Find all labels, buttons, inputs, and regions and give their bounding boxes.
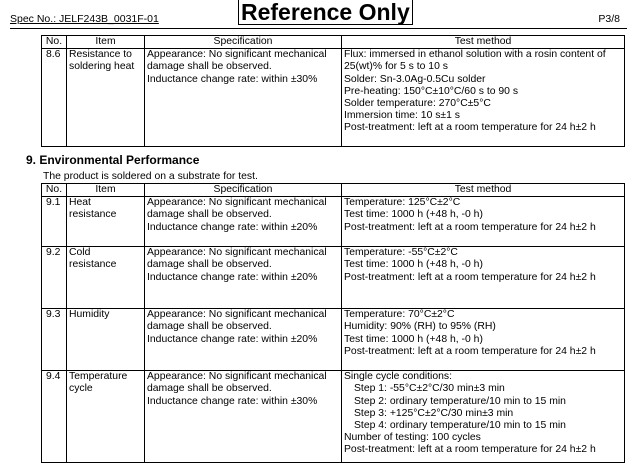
spec-line: Inductance change rate: within ±20%: [147, 271, 318, 283]
row-method: [342, 309, 625, 371]
table-row: [42, 197, 625, 247]
method-line: Immersion time: 10 s±1 s: [344, 110, 460, 122]
spec-line: damage shall be observed.: [147, 61, 272, 73]
section-heading: 9. Environmental Performance: [26, 153, 200, 167]
col-test-method: Test method: [342, 36, 625, 49]
col-specification: Specification: [145, 184, 342, 197]
spec-line: damage shall be observed.: [147, 259, 272, 271]
method-line: Single cycle conditions:: [344, 371, 453, 383]
method-line: Solder: Sn-3.0Ag-0.5Cu solder: [344, 73, 486, 85]
spec-line: Inductance change rate: within ±20%: [147, 333, 318, 345]
row-method: [342, 371, 625, 463]
row-spec: [145, 49, 342, 147]
spec-line: Appearance: No significant mechanical: [147, 197, 327, 209]
row-no: 9.1: [42, 197, 67, 247]
item-line: Heat: [69, 197, 91, 209]
spec-line: damage shall be observed.: [147, 209, 272, 221]
row-spec: [145, 309, 342, 371]
spec-line: Appearance: No significant mechanical: [147, 309, 327, 321]
col-item: Item: [67, 184, 145, 197]
row-spec: [145, 371, 342, 463]
item-line: Humidity: [69, 309, 110, 321]
item-line: Cold: [69, 247, 91, 259]
item-line: resistance: [69, 209, 117, 221]
method-line: Flux: immersed in ethanol solution with a rosin content of: [344, 49, 606, 61]
spec-line: damage shall be observed.: [147, 321, 272, 333]
test-table-environmental: [41, 183, 625, 463]
row-no: 9.2: [42, 247, 67, 309]
row-item: [67, 371, 145, 463]
method-line: Post-treatment: left at a room temperature for 24 h±2 h: [344, 122, 596, 134]
method-line: Test time: 1000 h (+48 h, -0 h): [344, 209, 483, 221]
item-line: Temperature: [69, 371, 128, 383]
method-line: Solder temperature: 270°C±5°C: [344, 98, 491, 110]
table-row: [42, 247, 625, 309]
row-item: [67, 197, 145, 247]
col-no: No.: [42, 184, 67, 197]
row-item: [67, 49, 145, 147]
item-line: soldering heat: [69, 61, 135, 73]
row-no: 9.3: [42, 309, 67, 371]
row-spec: [145, 197, 342, 247]
method-line: Step 4: ordinary temperature/10 min to 15 min: [354, 420, 566, 432]
spec-number: Spec No.: JELF243B_0031F-01: [10, 13, 159, 25]
row-method: [342, 247, 625, 309]
table-row: [42, 49, 625, 147]
col-test-method: Test method: [342, 184, 625, 197]
row-no: 8.6: [42, 49, 67, 147]
method-line: Test time: 1000 h (+48 h, -0 h): [344, 333, 483, 345]
method-line: Temperature: -55°C±2°C: [344, 247, 458, 259]
row-item: [67, 247, 145, 309]
method-line: Temperature: 70°C±2°C: [344, 309, 455, 321]
method-line: Post-treatment: left at a room temperature for 24 h±2 h: [344, 221, 596, 233]
method-line: Post-treatment: left at a room temperature for 24 h±2 h: [344, 271, 596, 283]
method-line: Pre-heating: 150°C±10°C/60 s to 90 s: [344, 85, 519, 97]
method-line: Humidity: 90% (RH) to 95% (RH): [344, 321, 496, 333]
item-line: cycle: [69, 383, 93, 395]
spec-line: Inductance change rate: within ±30%: [147, 73, 318, 85]
page-header: [0, 0, 633, 30]
spec-line: Inductance change rate: within ±30%: [147, 395, 318, 407]
spec-line: Appearance: No significant mechanical: [147, 49, 327, 61]
method-line: Test time: 1000 h (+48 h, -0 h): [344, 259, 483, 271]
page-number: P3/8: [598, 13, 620, 25]
method-line: Step 1: -55°C±2°C/30 min±3 min: [354, 383, 505, 395]
method-line: Post-treatment: left at a room temperature for 24 h±2 h: [344, 345, 596, 357]
spec-line: damage shall be observed.: [147, 383, 272, 395]
table-header-row: [42, 184, 625, 197]
col-specification: Specification: [145, 36, 342, 49]
table-row: [42, 371, 625, 463]
col-item: Item: [67, 36, 145, 49]
row-item: [67, 309, 145, 371]
row-method: [342, 197, 625, 247]
spec-line: Appearance: No significant mechanical: [147, 371, 327, 383]
test-table-soldering: [41, 35, 625, 147]
method-line: Number of testing: 100 cycles: [344, 432, 481, 444]
table-row: [42, 309, 625, 371]
item-line: Resistance to: [69, 49, 132, 61]
page-title: Reference Only: [238, 0, 413, 25]
method-line: Step 2: ordinary temperature/10 min to 15 min: [354, 395, 566, 407]
row-no: 9.4: [42, 371, 67, 463]
section-note: The product is soldered on a substrate for test.: [43, 171, 258, 182]
col-no: No.: [42, 36, 67, 49]
row-spec: [145, 247, 342, 309]
method-line: Temperature: 125°C±2°C: [344, 197, 461, 209]
table-header-row: [42, 36, 625, 49]
spec-line: Appearance: No significant mechanical: [147, 247, 327, 259]
header-divider: [10, 28, 627, 29]
row-method: [342, 49, 625, 147]
item-line: resistance: [69, 259, 117, 271]
method-line: Step 3: +125°C±2°C/30 min±3 min: [354, 407, 514, 419]
method-line: 25(wt)% for 5 s to 10 s: [344, 61, 448, 73]
method-line: Post-treatment: left at a room temperature for 24 h±2 h: [344, 444, 596, 456]
spec-line: Inductance change rate: within ±20%: [147, 221, 318, 233]
